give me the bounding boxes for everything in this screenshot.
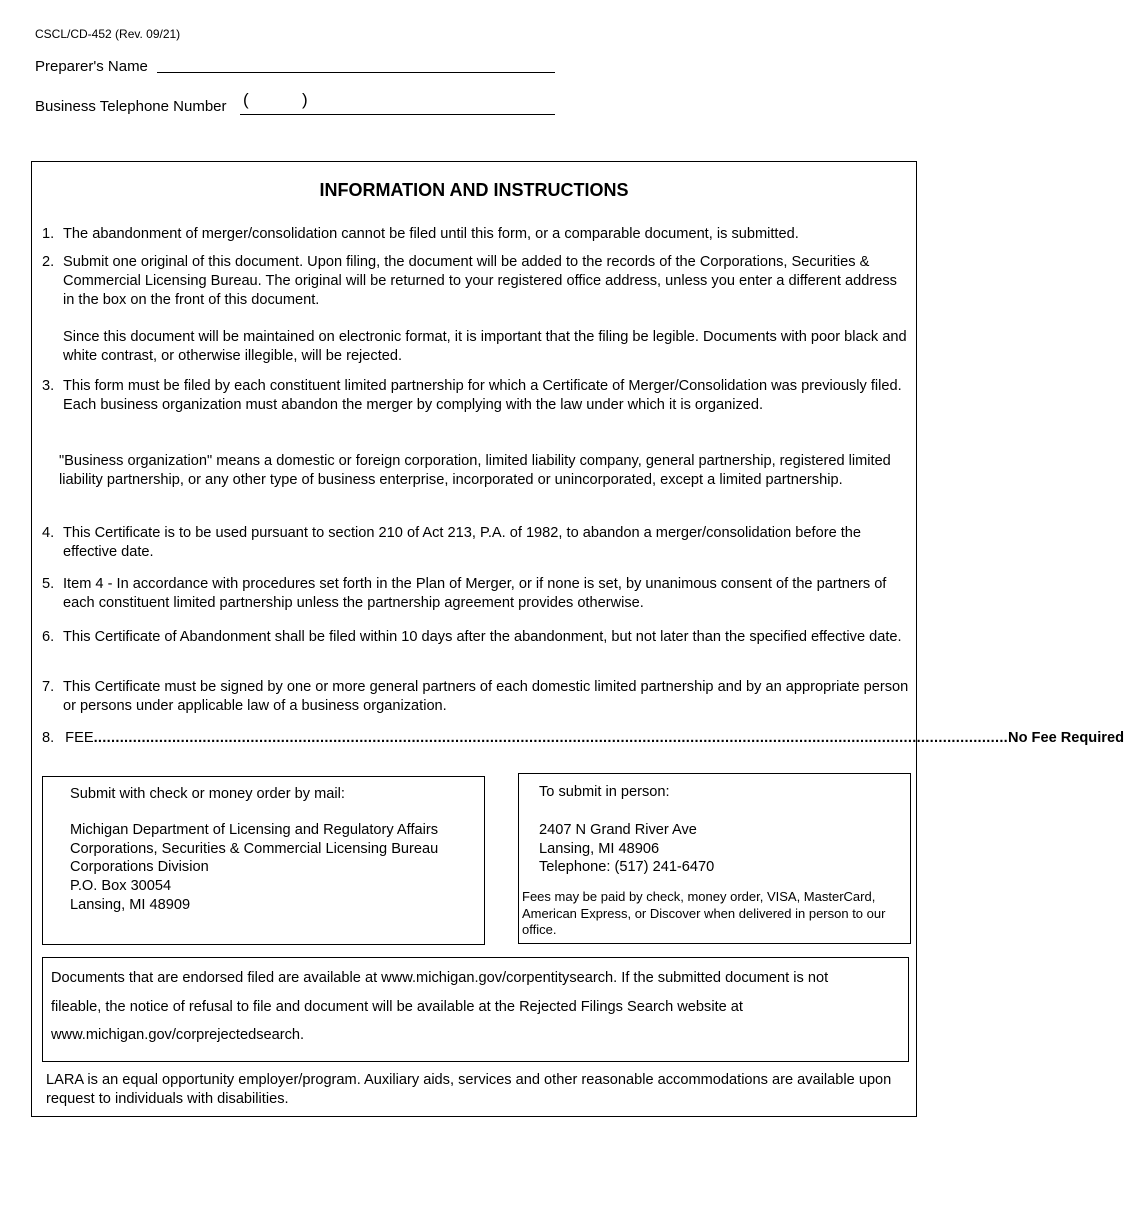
mail-submission-box (42, 776, 485, 945)
mail-address-line: Michigan Department of Licensing and Regulatory Affairs (70, 821, 439, 838)
in-person-address-line: Lansing, MI 48906 (539, 840, 660, 857)
phone-open-paren: ( (243, 90, 249, 109)
preparer-name-field[interactable] (157, 72, 555, 73)
mail-address-line: P.O. Box 30054 (70, 878, 172, 895)
mail-address-line: Corporations Division (70, 859, 209, 876)
phone-close-paren: ) (302, 90, 308, 109)
instructions-title: INFORMATION AND INSTRUCTIONS (319, 180, 629, 200)
equal-opportunity-note: LARA is an equal opportunity employer/program. Auxiliary aids, services and other reasonable accommodations are available upon request to individuals with disabilities. (46, 1072, 892, 1107)
in-person-heading: To submit in person: (539, 784, 670, 800)
business-phone-field[interactable] (240, 114, 555, 115)
business-phone-label: Business Telephone Number (35, 98, 227, 115)
instruction-item-7: 7. This Certificate must be signed by one or more general partners of each domestic limited partnership and by an appropriate person or persons under applicable law of a business organization. (42, 679, 909, 714)
fee-value: No Fee Required (1008, 730, 1124, 746)
fee-row (42, 730, 1124, 746)
in-person-box (518, 773, 911, 944)
fee-leader-dots: .................................................................................................................................................................................................................. (93, 730, 1009, 746)
endorsed-line: Documents that are endorsed filed are available at www.michigan.gov/corpentitysearch. If the submitted document is not (51, 970, 829, 986)
instruction-para-2b: Since this document will be maintained on electronic format, it is important that the filing be legible. Documents with poor black and white contrast, or otherwise illegible, will be rejected. (63, 329, 907, 364)
instruction-item-2: 2. Submit one original of this document. Upon filing, the document will be added to the records of the Corporations, Securities & Commercial Licensing Bureau. The original will be returned to your registered office address, unless you enter a different address in the box on the front of this document. (42, 254, 897, 308)
instructions-box (31, 161, 1124, 1117)
instruction-item-1: 1. The abandonment of merger/consolidation cannot be filed until this form, or a comparable document, is submitted. (42, 226, 799, 242)
payment-methods-note: Fees may be paid by check, money order, VISA, MasterCard, American Express, or Discover when delivered in person to our office. (522, 889, 886, 938)
instruction-item-5: 5. Item 4 - In accordance with procedures set forth in the Plan of Merger, or if none is set, by unanimous consent of the partners of each constituent limited partnership unless the partnership agreement provides otherwise. (42, 576, 887, 611)
endorsed-line: www.michigan.gov/corprejectedsearch. (51, 1027, 305, 1043)
instruction-item-4: 4. This Certificate is to be used pursuant to section 210 of Act 213, P.A. of 1982, to abandon a merger/consolidation before the effective date. (42, 525, 862, 560)
instruction-item-6: 6. This Certificate of Abandonment shall be filed within 10 days after the abandonment, but not later than the specified effective date. (42, 629, 902, 645)
mail-address-line: Corporations, Securities & Commercial Licensing Bureau (70, 840, 439, 857)
fee-label: FEE (65, 730, 94, 746)
endorsed-line: fileable, the notice of refusal to file and document will be available at the Rejected Filings Search website at (51, 998, 743, 1015)
in-person-telephone: Telephone: (517) 241-6470 (539, 859, 715, 876)
instruction-item-3: 3. This form must be filed by each constituent limited partnership for which a Certificate of Merger/Consolidation was previously filed. Each business organization must abandon the merger by complying with the law under which it is organized. (42, 378, 902, 413)
fee-number: 8. (42, 730, 55, 746)
mail-heading: Submit with check or money order by mail: (70, 786, 345, 802)
preparer-name-label: Preparer's Name (35, 58, 148, 75)
endorsed-documents-box (42, 957, 909, 1062)
mail-address-line: Lansing, MI 48909 (70, 896, 191, 913)
in-person-address-line: 2407 N Grand River Ave (539, 821, 697, 838)
instruction-para-3b: "Business organization" means a domestic or foreign corporation, limited liability company, general partnership, registered limited liability partnership, or any other type of business enterprise, incorporated or unincorporated, except a limited partnership. (59, 453, 891, 488)
form-id: CSCL/CD-452 (Rev. 09/21) (35, 27, 181, 41)
